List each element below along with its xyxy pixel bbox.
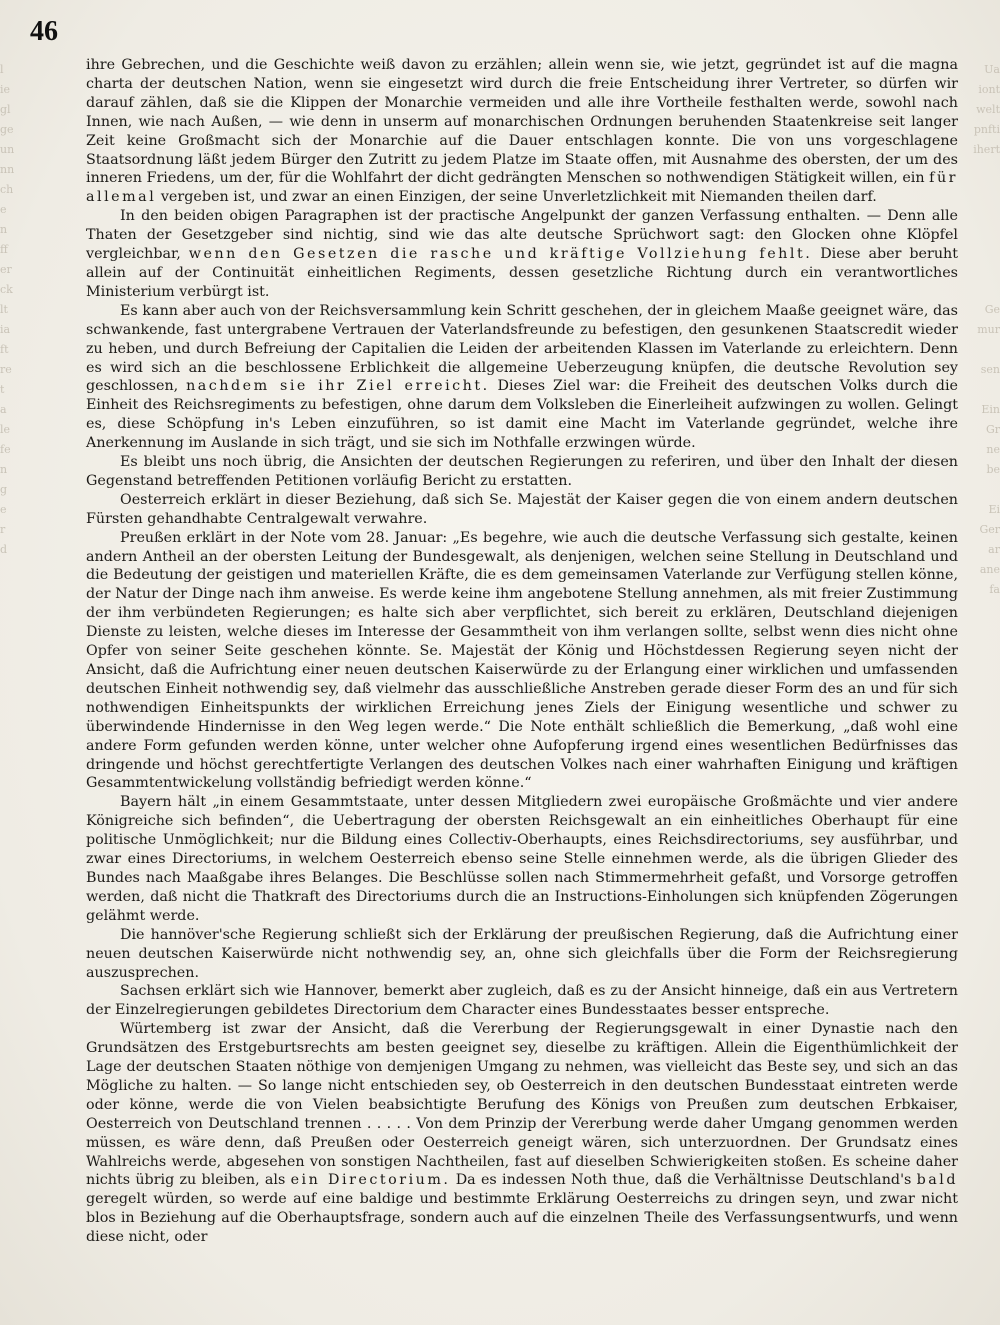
paragraph bbox=[86, 1020, 958, 1247]
emphasized-text: ein Directorium. bbox=[290, 1172, 451, 1189]
paragraph bbox=[86, 529, 958, 794]
paragraph-text: Oesterreich erklärt in dieser Beziehung, daß sich Se. Majestät der Kaiser gegen die von einem andern deutschen Fürsten gehandhabte Centralgewalt verwahre. bbox=[86, 491, 958, 527]
paragraph-text: geregelt würden, so werde auf eine baldige und bestimmte Erklärung Oesterreichs zu dringen seyn, und zwar nicht blos in Beziehung auf die Oberhauptsfrage, sondern auch auf die einzelnen Theile des Verfassungsentwurfs, und wenn diese nicht, oder bbox=[86, 1191, 958, 1246]
show-through-right: Ua iont welt pnfti ihert Ge mur sen Ein Gr ne be Ei Ger ar ane fa bbox=[973, 63, 1000, 596]
paragraph-text: ihre Gebrechen, und die Geschichte weiß davon zu erzählen; allein wenn sie, wie jetzt, gegründet ist auf die magna charta der deutschen Nation, wenn sie eingesetzt wird durch die freie Entscheidung ihrer Vertreter, so dürfen wir darauf zählen, daß sie die Klippen der Monarchie vermeiden und alle ihre Vortheile festhalten werde, sowohl nach Innen, wie nach Außen, — wie denn in unserm auf monarchischen Ordnungen beruhenden Staatenkreise seit langer Zeit keine Großmacht sich der Monarchie auf die Dauer entschlagen konnte. Die von uns vorgeschlagene Staatsordnung läßt jedem Bürger den Zutritt zu jedem Platze im Staate offen, mit Ausnahme des obersten, der um des inneren Friedens, um der, für die Wohlfahrt der dicht gedrängten Menschen so nothwendigen Stätigkeit willen, ein bbox=[86, 57, 958, 187]
paragraph-text: Bayern hält „in einem Gesammtstaate, unter dessen Mitgliedern zwei europäische Großmächte und vier andere Königreiche sich befinden“, die Uebertragung der obersten Reichsgewalt an ein einheitliches Oberhaupt für eine politische Unmöglichkeit; nur die Bildung eines Collectiv-Oberhaupts, eines Reichsdirectoriums, sey ausführbar, und zwar eines Directoriums, in welchem Oesterreich ebenso seine Stelle einnehmen werde, als die übrigen Glieder des Bundes nach Maaßgabe ihres Belanges. Die Beschlüsse sollen nach Stimmermehrheit gefaßt, und Vorsorge getroffen werden, daß nicht die Thatkraft des Directoriums durch die an Instructions-Einholungen sich knüpfenden Zögerungen gelähmt werde. bbox=[86, 794, 958, 924]
paragraph-text: Preußen erklärt in der Note vom 28. Januar: „Es begehre, wie auch die deutsche Verfassung sich gestalte, keinen andern Antheil an der obersten Leitung der Bundesgewalt, als denjenigen, welchen seine Stellung in Deutschland und die Bedeutung der geistigen und materiellen Kräfte, die es dem gemeinsamen Vaterlande zur Verfügung stellen könne, der Natur der Dinge nach ihm anweise. Es werde keine ihm angebotene Stellung annehmen, als mit freier Zustimmung der ihm verbündeten Regierungen; es halte sich aber verpflichtet, sich bereit zu erklären, Deutschland diejenigen Dienste zu leisten, welche dieses im Interesse der Gesammtheit von ihm verlangen sollte, selbst wenn dies nicht ohne Opfer von seiner Seite geschehen könnte. Se. Majestät der König und Höchstdessen Regierung seyen nicht der Ansicht, daß die Aufrichtung einer neuen deutschen Kaiserwürde zu der Erlangung einer wirklichen und umfassenden deutschen Einheit nothwendig sey, daß vielmehr das ausschließliche Anstreben gerade dieser Form des an und für sich nothwendigen Einheitspunkts der wirklichen Erreichung jenes Ziels der Einigung wesentliche und schwer zu überwindende Hindernisse in den Weg legen werde.“ Die Note enthält schließlich die Bemerkung, „daß wohl eine andere Form gefunden werden könne, unter welcher ohne Aufopferung irgend eines wesentlichen Bedürfnisses das dringende und höchst gerechtfertigte Verlangen des deutschen Volkes nach einer wahrhaften Einigung und kräftigen Gesammtentwickelung vollständig befriedigt werden könne.“ bbox=[86, 529, 958, 792]
emphasized-text: wenn den Gesetzen die rasche und kräftige Vollziehung fehlt. bbox=[188, 246, 813, 263]
emphasized-text: bald bbox=[916, 1172, 958, 1189]
paragraph-text: Würtemberg ist zwar der Ansicht, daß die Vererbung der Regierungsgewalt in einer Dynastie nach den Grundsätzen des Erstgeburtsrechts am besten geeignet sey, dieselbe zu kräftigen. Allein die Eigenthümlichkeit der Lage der deutschen Staaten nöthige von demjenigen Umgang zu nehmen, was vielleicht das Beste sey, und sich an das Mögliche zu halten. — So lange nicht entschieden sey, ob Oesterreich in den deutschen Bundesstaat eintreten werde oder könne, werde die von Vielen beabsichtigte Berufung des Königs von Preußen zum deutschen Erbkaiser, Oesterreich von Deutschland trennen . . . . . Von dem Prinzip der Vererbung werde daher Umgang genommen werden müssen, es wäre denn, daß Preußen oder Oesterreich geneigt wären, sich unterzuordnen. Der Grundsatz eines Wahlreichs werde, abgesehen von sonstigen Nachtheilen, fast auf dieselben Schwierigkeiten stoßen. Es scheine daher nichts übrig zu bleiben, als bbox=[86, 1021, 958, 1189]
show-through-left: l ie gl ge un nn ch e n ff er ck lt ia ft re t a le fe n g e r d bbox=[0, 63, 15, 556]
paragraph-text: Die hannöver'sche Regierung schließt sich der Erklärung der preußischen Regierung, daß die Aufrichtung einer neuen deutschen Kaiserwürde nicht nothwendig sey, an, ohne sich gleichfalls über die Form der Reichsregierung auszusprechen. bbox=[86, 926, 958, 981]
paragraph bbox=[86, 302, 958, 453]
paragraph-text: Es kann aber auch von der Reichsversammlung kein Schritt geschehen, der in gleichem Maaße geeignet wäre, das schwankende, fast untergrabene Vertrauen der Vaterlandsfreunde zu befestigen, den gesunkenen Staatscredit wieder zu heben, und durch Befreiung der Capitalien die Leiden der arbeitenden Klassen im Vaterlande zu erleichtern. Denn es wird sich an die beschlossene Erblichkeit die allgemeine Ueberzeugung knüpfen, die deutsche Revolution sey geschlossen, bbox=[86, 302, 958, 395]
paragraph-text: Diese aber beruht allein auf der Continuität einheitlichen Regiments, dessen gesetzliche Richtung durch ein verantwortliches Ministerium verbürgt ist. bbox=[86, 246, 958, 300]
paragraph-text: In den beiden obigen Paragraphen ist der practische Angelpunkt der ganzen Verfassung enthalten. — Denn alle Thaten der Gesetzgeber sind nichtig, sind wie das alte deutsche Sprüchwort sagt: den Glocken ohne Klöpfel vergleichbar, bbox=[86, 208, 958, 263]
paragraph bbox=[86, 926, 958, 983]
paragraph bbox=[86, 793, 958, 925]
paragraph bbox=[86, 982, 958, 1020]
paragraph-text: Dieses Ziel war: die Freiheit des deutschen Volks durch die Einheit des Reichsregiments zu befestigen, ohne darum dem Volksleben die Einerleiheit aufzwingen zu wollen. Gelingt es, diese Schöpfung in's Leben einzuführen, so ist damit eine Macht im Vaterlande gegründet, welche ihre Anerkennung im Auslande in sich trägt, und sie sich im Nothfalle erzwingen würde. bbox=[86, 378, 958, 452]
paragraph bbox=[86, 56, 958, 207]
body-text bbox=[86, 56, 958, 1247]
paragraph bbox=[86, 491, 958, 529]
emphasized-text: für allemal bbox=[86, 170, 958, 206]
paragraph-text: vergeben ist, und zwar an einen Einzigen, der seine Unverletzlichkeit mit Niemanden theilen darf. bbox=[156, 189, 877, 206]
paragraph-text: Sachsen erklärt sich wie Hannover, bemerkt aber zugleich, daß es zu der Ansicht hinneige, daß ein aus Vertretern der Einzelregierungen gebildetes Directorium dem Character eines Bundesstaates besser entspreche. bbox=[86, 983, 958, 1019]
page-number: 46 bbox=[30, 16, 58, 47]
emphasized-text: nachdem sie ihr Ziel erreicht. bbox=[186, 378, 490, 395]
paragraph bbox=[86, 453, 958, 491]
paragraph-text: Es bleibt uns noch übrig, die Ansichten der deutschen Regierungen zu referiren, und über den Inhalt der diesen Gegenstand betreffenden Petitionen vorläufig Bericht zu erstatten. bbox=[86, 454, 958, 489]
paragraph-text: Da es indessen Noth thue, daß die Verhältnisse Deutschland's bbox=[450, 1172, 917, 1189]
paragraph bbox=[86, 207, 958, 302]
